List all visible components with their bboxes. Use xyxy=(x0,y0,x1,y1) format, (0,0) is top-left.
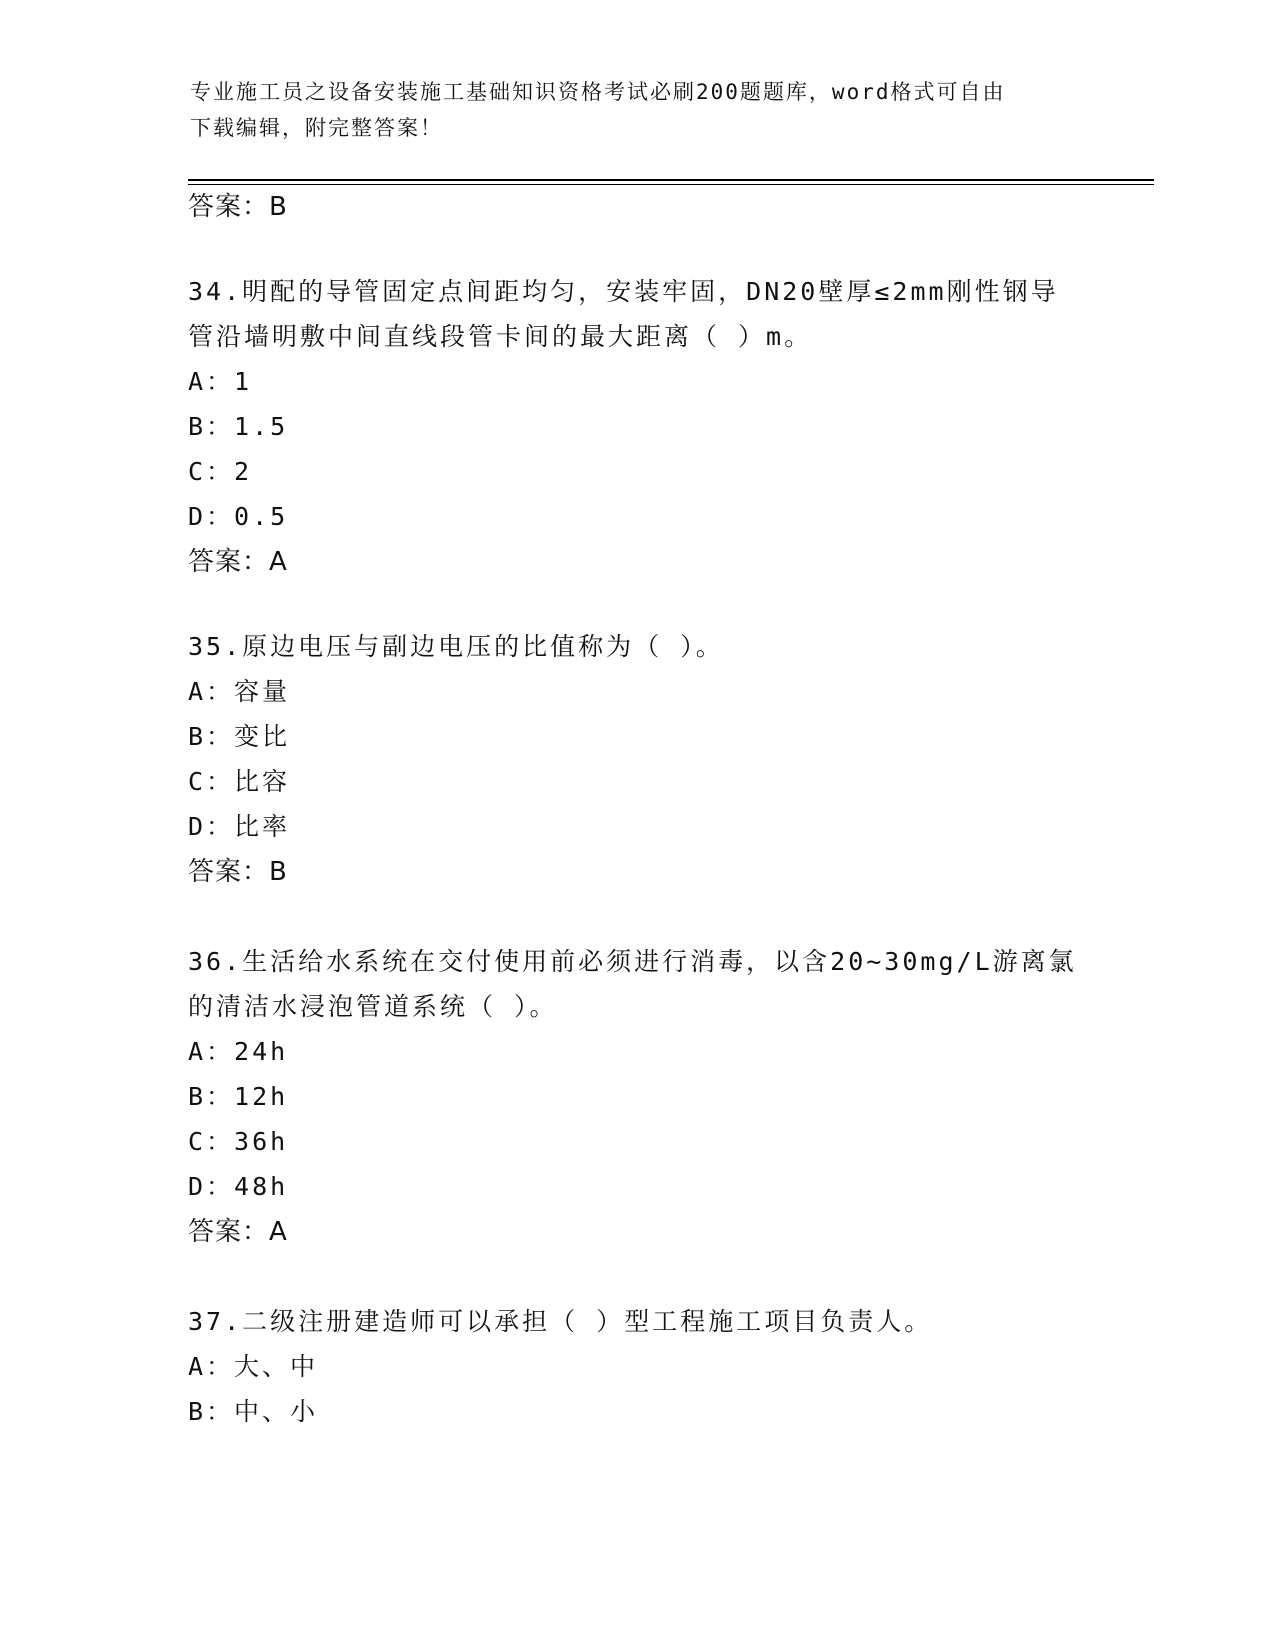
option-d: D：比率 xyxy=(188,812,291,841)
answer-line: 答案：B xyxy=(188,857,288,887)
option-d: D：0.5 xyxy=(188,502,289,531)
option-c: C：比容 xyxy=(188,767,291,796)
answer-line: 答案：B xyxy=(188,192,288,222)
option-b: B：中、小 xyxy=(188,1397,319,1426)
option-a: A：容量 xyxy=(188,677,291,706)
question-stem: 35.原边电压与副边电压的比值称为（ ）。 xyxy=(188,632,724,661)
answer-line: 答案：A xyxy=(188,1217,288,1247)
option-a: A：大、中 xyxy=(188,1352,319,1381)
option-c: C：36h xyxy=(188,1127,289,1156)
question-stem: 37.二级注册建造师可以承担（ ）型工程施工项目负责人。 xyxy=(188,1307,933,1336)
question-stem: 管沿墙明敷中间直线段管卡间的最大距离（ ）m。 xyxy=(188,322,813,351)
option-b: B：变比 xyxy=(188,722,291,751)
header-divider-thin xyxy=(188,184,1154,185)
header-line-2: 下载编辑，附完整答案！ xyxy=(190,116,443,140)
option-a: A：24h xyxy=(188,1037,289,1066)
question-stem: 36.生活给水系统在交付使用前必须进行消毒，以含20~30mg/L游离氯 xyxy=(188,947,1077,976)
option-c: C：2 xyxy=(188,457,253,486)
option-b: B：1.5 xyxy=(188,412,289,441)
option-b: B：12h xyxy=(188,1082,289,1111)
question-stem: 的清洁水浸泡管道系统（ ）。 xyxy=(188,992,558,1021)
question-stem: 34.明配的导管固定点间距均匀，安装牢固，DN20壁厚≤2mm刚性钢导 xyxy=(188,277,1059,306)
document-header xyxy=(190,74,1090,146)
header-line-1: 专业施工员之设备安装施工基础知识资格考试必刷200题题库，word格式可自由 xyxy=(190,80,1006,104)
option-d: D：48h xyxy=(188,1172,289,1201)
header-divider-thick xyxy=(188,179,1154,181)
option-a: A：1 xyxy=(188,367,253,396)
answer-line: 答案：A xyxy=(188,547,288,577)
